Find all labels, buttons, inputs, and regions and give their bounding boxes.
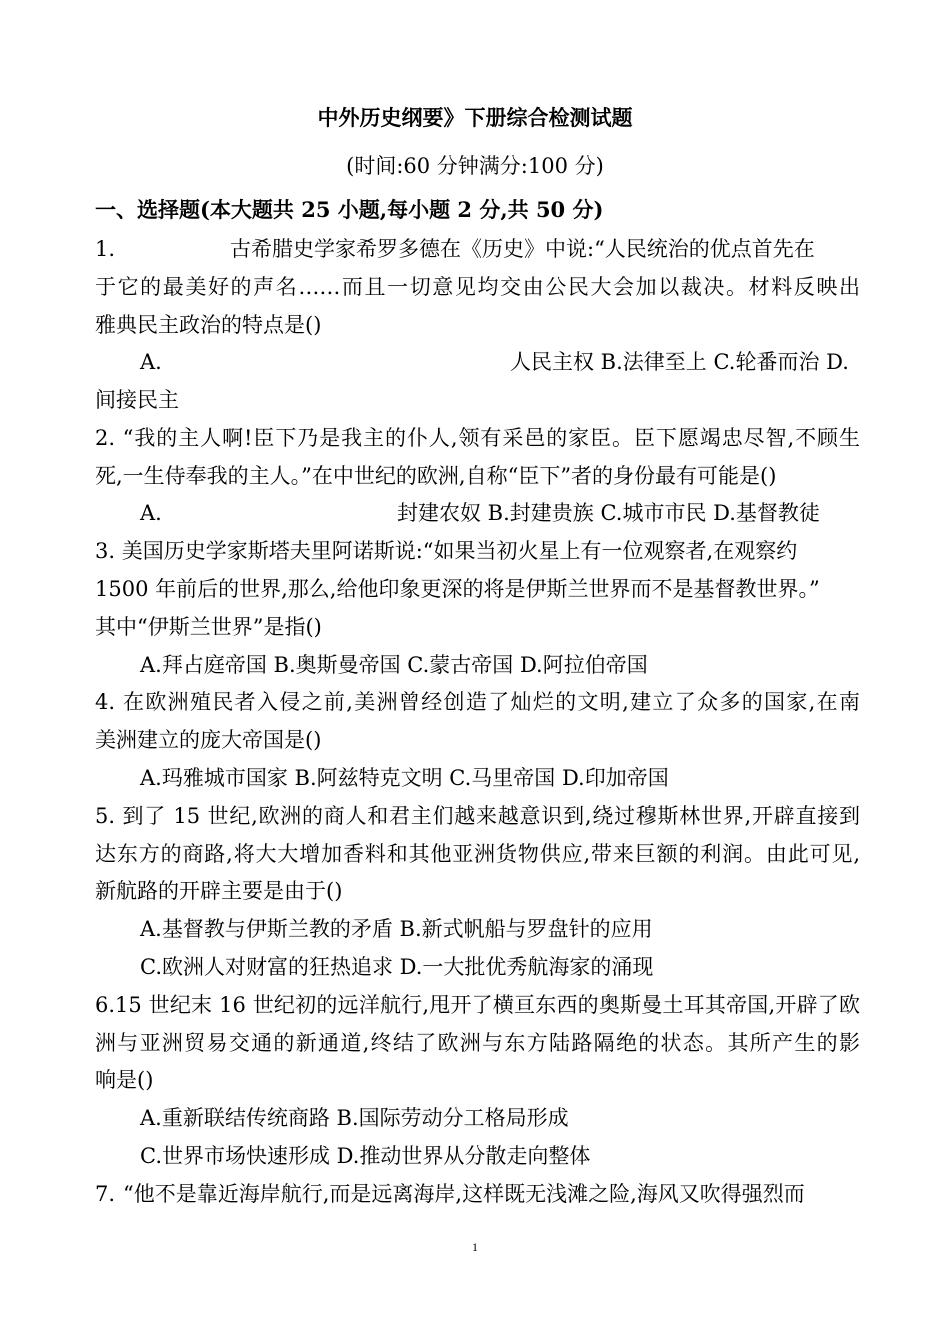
question-5-options-1: A.基督教与伊斯兰教的矛盾 B.新式帆船与罗盘针的应用 <box>140 917 653 941</box>
section-heading: 一、选择题(本大题共 25 小题,每小题 2 分,共 50 分) <box>95 197 604 222</box>
question-3-line-3: 其中“伊斯兰世界”是指() <box>95 615 322 639</box>
question-1-options-cont: 间接民主 <box>95 388 179 412</box>
question-6-line-1: 6.15 世纪末 16 世纪初的远洋航行,甩开了横亘东西的奥斯曼土耳其帝国,开辟了欧 <box>95 993 860 1017</box>
question-2-options-text: 封建农奴 B.封建贵族 C.城市市民 D.基督教徒 <box>397 501 820 525</box>
question-2-line-1: 2. “我的主人啊!臣下乃是我主的仆人,领有采邑的家臣。臣下愿竭忠尽智,不顾生 <box>95 426 860 450</box>
question-5-line-3: 新航路的开辟主要是由于() <box>95 879 343 903</box>
document-title: 中外历史纲要》下册综合检测试题 <box>317 105 633 130</box>
question-4-line-2: 美洲建立的庞大帝国是() <box>95 728 322 752</box>
question-7-number: 7. <box>95 1182 116 1206</box>
question-7-line-1 <box>95 1181 860 1207</box>
question-1-text: 古希腊史学家希罗多德在《历史》中说:“人民统治的优点首先在 <box>230 237 815 261</box>
question-6-line-3: 响是() <box>95 1068 154 1092</box>
question-1-line-1 <box>95 236 860 262</box>
question-2-option-label: A. <box>140 501 162 525</box>
question-3-line-2: 1500 年前后的世界,那么,给他印象更深的将是伊斯兰世界而不是基督教世界。” <box>95 577 820 601</box>
question-4-line-1: 4. 在欧洲殖民者入侵之前,美洲曾经创造了灿烂的文明,建立了众多的国家,在南 <box>95 690 860 714</box>
question-1-options <box>140 349 860 375</box>
question-4-options: A.玛雅城市国家 B.阿兹特克文明 C.马里帝国 D.印加帝国 <box>140 766 669 790</box>
question-1-line-2: 于它的最美好的声名……而且一切意见均交由公民大会加以裁决。材料反映出 <box>95 275 860 299</box>
question-5-line-1: 5. 到了 15 世纪,欧洲的商人和君主们越来越意识到,绕过穆斯林世界,开辟直接到 <box>95 804 860 828</box>
question-6-options-1: A.重新联结传统商路 B.国际劳动分工格局形成 <box>140 1106 569 1130</box>
question-2-line-2: 死,一生侍奉我的主人。”在中世纪的欧洲,自称“臣下”者的身份最有可能是() <box>95 464 777 488</box>
question-2-options <box>140 500 860 526</box>
question-6-line-2: 洲与亚洲贸易交通的新通道,终结了欧洲与东方陆路隔绝的状态。其所产生的影 <box>95 1031 860 1055</box>
question-5-line-2: 达东方的商路,将大大增加香料和其他亚洲货物供应,带来巨额的利润。由此可见, <box>95 842 860 866</box>
question-3-line-1: 3. 美国历史学家斯塔夫里阿诺斯说:“如果当初火星上有一位观察者,在观察约 <box>95 539 798 563</box>
page-number: 1 <box>472 1240 478 1254</box>
question-1-option-label: A. <box>140 350 162 374</box>
question-5-options-2: C.欧洲人对财富的狂热追求 D.一大批优秀航海家的涌现 <box>140 955 654 979</box>
exam-time-score: (时间:60 分钟满分:100 分) <box>346 154 604 178</box>
question-3-options: A.拜占庭帝国 B.奥斯曼帝国 C.蒙古帝国 D.阿拉伯帝国 <box>140 653 648 677</box>
question-1-line-3: 雅典民主政治的特点是() <box>95 313 322 337</box>
question-1-options-text: 人民主权 B.法律至上 C.轮番而治 D. <box>510 350 849 374</box>
question-7-text: “他不是靠近海岸航行,而是远离海岸,这样既无浅滩之险,海风又吹得强烈而 <box>123 1182 805 1206</box>
question-6-options-2: C.世界市场快速形成 D.推动世界从分散走向整体 <box>140 1144 591 1168</box>
question-1-number: 1. <box>95 237 116 261</box>
